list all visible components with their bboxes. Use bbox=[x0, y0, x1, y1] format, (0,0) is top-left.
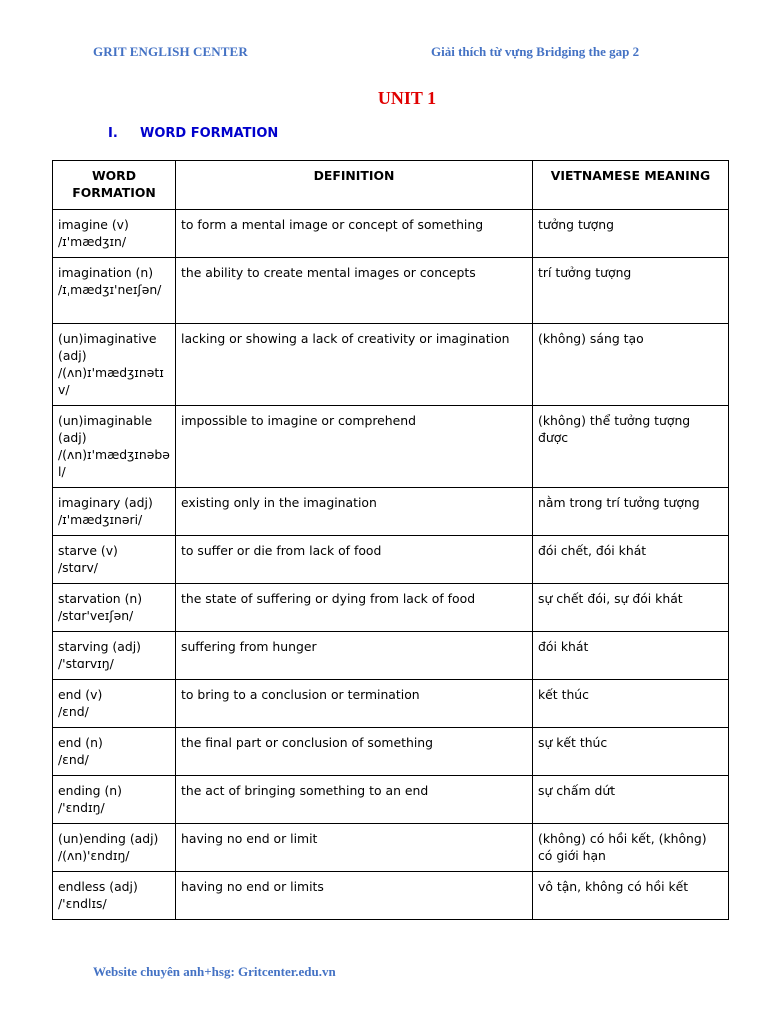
ipa-text: /stɑr'veɪʃən/ bbox=[58, 608, 134, 623]
ipa-text: /'ɛndɪŋ/ bbox=[58, 800, 105, 815]
word-text: starving (adj) bbox=[58, 639, 142, 654]
ipa-text: /'stɑrvɪŋ/ bbox=[58, 656, 114, 671]
word-cell bbox=[53, 210, 176, 258]
definition-cell: the final part or conclusion of something bbox=[176, 728, 533, 776]
table-row bbox=[53, 680, 729, 728]
column-header-vietnamese-meaning: VIETNAMESE MEANING bbox=[533, 161, 729, 210]
word-cell bbox=[53, 258, 176, 324]
word-text: imagination (n) bbox=[58, 265, 154, 280]
word-cell bbox=[53, 776, 176, 824]
definition-cell: having no end or limit bbox=[176, 824, 533, 872]
word-cell bbox=[53, 728, 176, 776]
table-header-row bbox=[53, 161, 729, 210]
word-text: ending (n) bbox=[58, 783, 122, 798]
table-row bbox=[53, 872, 729, 920]
word-text: endless (adj) bbox=[58, 879, 138, 894]
ipa-text: /stɑrv/ bbox=[58, 560, 98, 575]
section-heading bbox=[108, 126, 278, 141]
meaning-cell: đói khát bbox=[533, 632, 729, 680]
meaning-cell: kết thúc bbox=[533, 680, 729, 728]
definition-cell: to suffer or die from lack of food bbox=[176, 536, 533, 584]
ipa-text: /(ʌn)ɪ'mædʒɪnəbəl/ bbox=[58, 447, 170, 479]
section-number: I. bbox=[108, 126, 118, 141]
ipa-text: /ɪ'mædʒɪnəri/ bbox=[58, 512, 143, 527]
ipa-text: /ɪ'mædʒɪn/ bbox=[58, 234, 127, 249]
word-cell bbox=[53, 824, 176, 872]
ipa-text: /(ʌn)ɪ'mædʒɪnətɪv/ bbox=[58, 365, 164, 397]
meaning-cell: sự kết thúc bbox=[533, 728, 729, 776]
definition-cell: to form a mental image or concept of something bbox=[176, 210, 533, 258]
definition-cell: the ability to create mental images or concepts bbox=[176, 258, 533, 324]
definition-cell: having no end or limits bbox=[176, 872, 533, 920]
column-header-definition: DEFINITION bbox=[176, 161, 533, 210]
word-cell bbox=[53, 584, 176, 632]
word-text: starvation (n) bbox=[58, 591, 143, 606]
word-cell bbox=[53, 536, 176, 584]
vocabulary-table bbox=[52, 160, 729, 920]
table-row bbox=[53, 776, 729, 824]
word-text: starve (v) bbox=[58, 543, 118, 558]
definition-cell: impossible to imagine or comprehend bbox=[176, 406, 533, 488]
table-row bbox=[53, 632, 729, 680]
meaning-cell: (không) có hồi kết, (không) có giới hạn bbox=[533, 824, 729, 872]
meaning-cell: (không) thể tưởng tượng được bbox=[533, 406, 729, 488]
definition-cell: suffering from hunger bbox=[176, 632, 533, 680]
table-row bbox=[53, 584, 729, 632]
word-cell bbox=[53, 488, 176, 536]
column-header-word-formation: WORD FORMATION bbox=[53, 161, 176, 210]
footer-website: Website chuyên anh+hsg: Gritcenter.edu.vn bbox=[93, 964, 336, 979]
header-org-name: GRIT ENGLISH CENTER bbox=[93, 44, 248, 59]
meaning-cell: tưởng tượng bbox=[533, 210, 729, 258]
meaning-cell: sự chết đói, sự đói khát bbox=[533, 584, 729, 632]
meaning-cell: nằm trong trí tưởng tượng bbox=[533, 488, 729, 536]
table-row bbox=[53, 210, 729, 258]
definition-cell: the state of suffering or dying from lack of food bbox=[176, 584, 533, 632]
table-row bbox=[53, 406, 729, 488]
word-text: end (v) bbox=[58, 687, 103, 702]
word-cell bbox=[53, 406, 176, 488]
word-cell bbox=[53, 680, 176, 728]
ipa-text: /(ʌn)'ɛndɪŋ/ bbox=[58, 848, 130, 863]
word-cell bbox=[53, 324, 176, 406]
section-title: WORD FORMATION bbox=[140, 126, 279, 141]
meaning-cell: (không) sáng tạo bbox=[533, 324, 729, 406]
word-text: imaginary (adj) bbox=[58, 495, 153, 510]
word-text: imagine (v) bbox=[58, 217, 129, 232]
definition-cell: to bring to a conclusion or termination bbox=[176, 680, 533, 728]
ipa-text: /ɛnd/ bbox=[58, 752, 89, 767]
definition-cell: the act of bringing something to an end bbox=[176, 776, 533, 824]
definition-cell: existing only in the imagination bbox=[176, 488, 533, 536]
meaning-cell: vô tận, không có hồi kết bbox=[533, 872, 729, 920]
word-text: (un)imaginable (adj) bbox=[58, 413, 153, 445]
table-row bbox=[53, 824, 729, 872]
meaning-cell: trí tưởng tượng bbox=[533, 258, 729, 324]
meaning-cell: đói chết, đói khát bbox=[533, 536, 729, 584]
table-row bbox=[53, 536, 729, 584]
table-row bbox=[53, 728, 729, 776]
unit-title: UNIT 1 bbox=[377, 88, 437, 108]
word-text: end (n) bbox=[58, 735, 103, 750]
table-row bbox=[53, 488, 729, 536]
word-text: (un)ending (adj) bbox=[58, 831, 159, 846]
meaning-cell: sự chấm dứt bbox=[533, 776, 729, 824]
word-cell bbox=[53, 632, 176, 680]
ipa-text: /'ɛndlɪs/ bbox=[58, 896, 107, 911]
ipa-text: /ɪˌmædʒɪ'neɪʃən/ bbox=[58, 282, 162, 297]
word-cell bbox=[53, 872, 176, 920]
definition-cell: lacking or showing a lack of creativity or imagination bbox=[176, 324, 533, 406]
table-row bbox=[53, 258, 729, 324]
table-row bbox=[53, 324, 729, 406]
ipa-text: /ɛnd/ bbox=[58, 704, 89, 719]
word-text: (un)imaginative (adj) bbox=[58, 331, 157, 363]
header-doc-title: Giải thích từ vựng Bridging the gap 2 bbox=[431, 44, 640, 59]
